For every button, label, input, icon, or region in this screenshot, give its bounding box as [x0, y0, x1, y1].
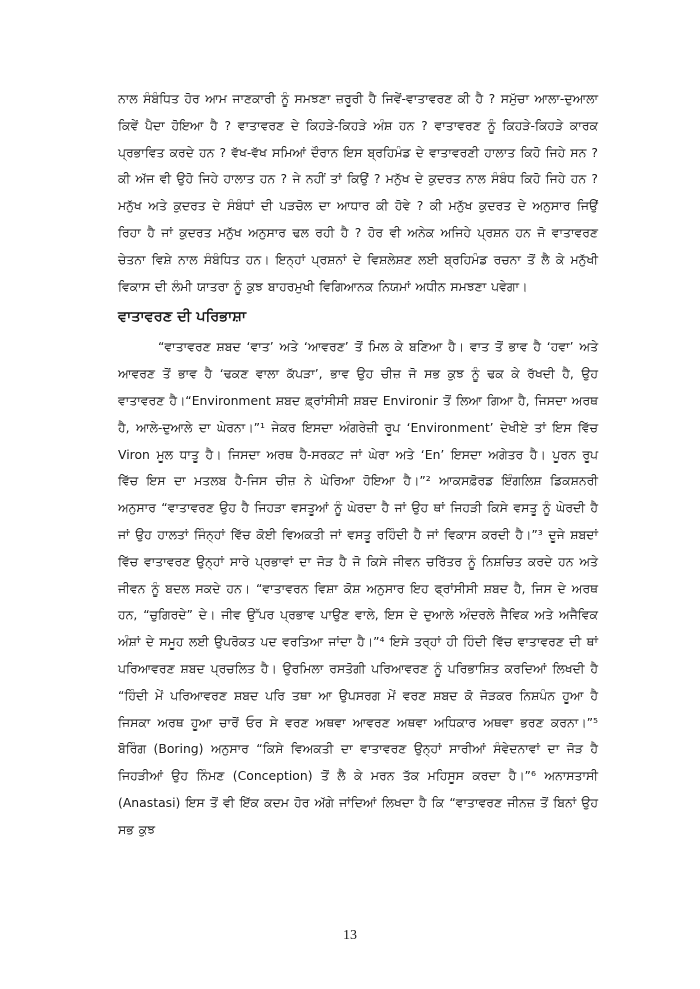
page-number: 13 [343, 928, 357, 943]
paragraph-intro: ਨਾਲ ਸੰਬੰਧਿਤ ਹੋਰ ਆਮ ਜਾਣਕਾਰੀ ਨੂੰ ਸਮਝਣਾ ਜ਼ਰੂਰੀ ਹੈ ਜਿਵੇਂ-ਵਾਤਾਵਰਣ ਕੀ ਹੈ ? ਸਮੁੱਚਾ ਆਲਾ-ਦੁਆਲਾ ਕਿਵੇਂ ਪੈਦਾ ਹੋਇਆ ਹੈ ? ਵਾਤਾਵਰਣ ਦੇ ਕਿਹੜੇ-ਕਿਹੜੇ ਅੰਸ਼ ਹਨ ? ਵਾਤਾਵਰਣ ਨੂੰ ਕਿਹੜੇ-ਕਿਹੜੇ ਕਾਰਕ ਪ੍ਰਭਾਵਿਤ ਕਰਦੇ ਹਨ ? ਵੱਖ-ਵੱਖ ਸਮਿਆਂ ਦੌਰਾਨ ਇਸ ਬ੍ਰਹਿਮੰਡ ਦੇ ਵਾਤਾਵਰਣੀ ਹਾਲਾਤ ਕਿਹੋ ਜਿਹੇ ਸਨ ? ਕੀ ਅੱਜ ਵੀ ਉਹੋ ਜਿਹੇ ਹਾਲਾਤ ਹਨ ? ਜੇ ਨਹੀਂ ਤਾਂ ਕਿਉਂ ? ਮਨੁੱਖ ਦੇ ਕੁਦਰਤ ਨਾਲ ਸੰਬੰਧ ਕਿਹੋ ਜਿਹੇ ਹਨ ? ਮਨੁੱਖ ਅਤੇ ਕੁਦਰਤ ਦੇ ਸੰਬੰਧਾਂ ਦੀ ਪੜਚੋਲ ਦਾ ਆਧਾਰ ਕੀ ਹੋਵੇ ? ਕੀ ਮਨੁੱਖ ਕੁਦਰਤ ਦੇ ਅਨੁਸਾਰ ਜਿਉਂ ਰਿਹਾ ਹੈ ਜਾਂ ਕੁਦਰਤ ਮਨੁੱਖ ਅਨੁਸਾਰ ਢਲ ਰਹੀ ਹੈ ? ਹੋਰ ਵੀ ਅਨੇਕ ਅਜਿਹੇ ਪ੍ਰਸ਼ਨ ਹਨ ਜੋ ਵਾਤਾਵਰਣ ਚੇਤਨਾ ਵਿਸ਼ੇ ਨਾਲ ਸੰਬੰਧਿਤ ਹਨ। ਇਨ੍ਹਾਂ ਪ੍ਰਸ਼ਨਾਂ ਦੇ ਵਿਸ਼ਲੇਸ਼ਣ ਲਈ ਬ੍ਰਹਿਮੰਡ ਰਚਨਾ ਤੋਂ ਲੈ ਕੇ ਮਨੁੱਖੀ ਵਿਕਾਸ ਦੀ ਲੰਮੀ ਯਾਤਰਾ ਨੂੰ ਕੁਝ ਬਾਹਰਮੁਖੀ ਵਿਗਿਆਨਕ ਨਿਯਮਾਂ ਅਧੀਨ ਸਮਝਣਾ ਪਵੇਗਾ। [118, 91, 598, 294]
paragraph-definition: “ਵਾਤਾਵਰਣ ਸ਼ਬਦ ‘ਵਾਤ’ ਅਤੇ ‘ਆਵਰਣ’ ਤੋਂ ਮਿਲ ਕੇ ਬਣਿਆ ਹੈ। ਵਾਤ ਤੋਂ ਭਾਵ ਹੈ ‘ਹਵਾ’ ਅਤੇ ਆਵਰਣ ਤੋਂ ਭਾਵ ਹੈ ‘ਢਕਣ ਵਾਲਾ ਕੱਪੜਾ’, ਭਾਵ ਉਹ ਚੀਜ਼ ਜੋ ਸਭ ਕੁਝ ਨੂੰ ਢਕ ਕੇ ਰੱਖਦੀ ਹੈ, ਉਹ ਵਾਤਾਵਰਣ ਹੈ।“Environment ਸ਼ਬਦ ਫ਼੍ਰਾਂਸੀਸੀ ਸ਼ਬਦ Environir ਤੋਂ ਲਿਆ ਗਿਆ ਹੈ, ਜਿਸਦਾ ਅਰਥ ਹੈ, ਆਲੇ-ਦੁਆਲੇ ਦਾ ਘੇਰਨਾ।”¹ ਜੇਕਰ ਇਸਦਾ ਅੰਗਰੇਜ਼ੀ ਰੂਪ ‘Environment’ ਦੇਖੀਏ ਤਾਂ ਇਸ ਵਿੱਚ Viron ਮੂਲ ਧਾਤੂ ਹੈ। ਜਿਸਦਾ ਅਰਥ ਹੈ-ਸਰਕਟ ਜਾਂ ਘੇਰਾ ਅਤੇ ‘En’ ਇਸਦਾ ਅਗੇਤਰ ਹੈ। ਪੂਰਨ ਰੂਪ ਵਿੱਚ ਇਸ ਦਾ ਮਤਲਬ ਹੈ-ਜਿਸ ਚੀਜ਼ ਨੇ ਘੇਰਿਆ ਹੋਇਆ ਹੈ।”² ਆਕਸਫ਼ੋਰਡ ਇੰਗਲਿਸ਼ ਡਿਕਸ਼ਨਰੀ ਅਨੁਸਾਰ “ਵਾਤਾਵਰਣ ਉਹ ਹੈ ਜਿਹੜਾ ਵਸਤੂਆਂ ਨੂੰ ਘੇਰਦਾ ਹੈ ਜਾਂ ਉਹ ਥਾਂ ਜਿਹੜੀ ਕਿਸੇ ਵਸਤੂ ਨੂੰ ਘੇਰਦੀ ਹੈ ਜਾਂ ਉਹ ਹਾਲਤਾਂ ਜਿੰਨ੍ਹਾਂ ਵਿੱਚ ਕੋਈ ਵਿਅਕਤੀ ਜਾਂ ਵਸਤੂ ਰਹਿੰਦੀ ਹੈ ਜਾਂ ਵਿਕਾਸ ਕਰਦੀ ਹੈ।”³ ਦੂਜੇ ਸ਼ਬਦਾਂ ਵਿੱਚ ਵਾਤਾਵਰਣ ਉਨ੍ਹਾਂ ਸਾਰੇ ਪ੍ਰਭਾਵਾਂ ਦਾ ਜੋੜ ਹੈ ਜੋ ਕਿਸੇ ਜੀਵਨ ਚਰਿੱਤਰ ਨੂੰ ਨਿਸ਼ਚਿਤ ਕਰਦੇ ਹਨ ਅਤੇ ਜੀਵਨ ਨੂੰ ਬਦਲ ਸਕਦੇ ਹਨ। “ਵਾਤਾਵਰਨ ਵਿਸ਼ਾ ਕੋਸ਼ ਅਨੁਸਾਰ ਇਹ ਫ੍ਰਾਂਸੀਸੀ ਸ਼ਬਦ ਹੈ, ਜਿਸ ਦੇ ਅਰਥ ਹਨ, “ਚੁਗਿਰਦੇ” ਦੇ। ਜੀਵ ਉੱਪਰ ਪ੍ਰਭਾਵ ਪਾਉਣ ਵਾਲੇ, ਇਸ ਦੇ ਦੁਆਲੇ ਅੰਦਰਲੇ ਜੈਵਿਕ ਅਤੇ ਅਜੈਵਿਕ ਅੰਸ਼ਾਂ ਦੇ ਸਮੂਹ ਲਈ ਉਪਰੋਕਤ ਪਦ ਵਰਤਿਆ ਜਾਂਦਾ ਹੈ।”⁴ ਇਸੇ ਤਰ੍ਹਾਂ ਹੀ ਹਿੰਦੀ ਵਿੱਚ ਵਾਤਾਵਰਣ ਦੀ ਥਾਂ ਪਰਿਆਵਰਣ ਸ਼ਬਦ ਪ੍ਰਚਲਿਤ ਹੈ। ਉਰਮਿਲਾ ਰਸਤੋਗੀ ਪਰਿਆਵਰਣ ਨੂੰ ਪਰਿਭਾਸ਼ਿਤ ਕਰਦਿਆਂ ਲਿਖਦੀ ਹੈ “ਹਿੰਦੀ ਮੇਂ ਪਰਿਆਵਰਣ ਸ਼ਬਦ ਪਰਿ ਤਥਾ ਆ ਉਪਸਰਗ ਮੇਂ ਵਰਣ ਸ਼ਬਦ ਕੋ ਜੋੜਕਰ ਨਿਸ਼ਪੰਨ ਹੂਆ ਹੈ ਜਿਸਕਾ ਅਰਥ ਹੂਆ ਚਾਰੋਂ ਓਰ ਸੇ ਵਰਣ ਅਥਵਾ ਆਵਰਣ ਅਥਵਾ ਅਧਿਕਾਰ ਅਥਵਾ ਭਰਣ ਕਰਨਾ।”⁵ ਬੋਰਿੰਗ (Boring) ਅਨੁਸਾਰ “ਕਿਸੇ ਵਿਅਕਤੀ ਦਾ ਵਾਤਾਵਰਣ ਉਨ੍ਹਾਂ ਸਾਰੀਆਂ ਸੰਵੇਦਨਾਵਾਂ ਦਾ ਜੋੜ ਹੈ ਜਿਹੜੀਆਂ ਉਹ ਨਿੰਮਣ (Conception) ਤੋਂ ਲੈ ਕੇ ਮਰਨ ਤੱਕ ਮਹਿਸੂਸ ਕਰਦਾ ਹੈ।”⁶ ਅਨਾਸਤਾਸੀ (Anastasi) ਇਸ ਤੋਂ ਵੀ ਇੱਕ ਕਦਮ ਹੋਰ ਅੱਗੇ ਜਾਂਦਿਆਂ ਲਿਖਦਾ ਹੈ ਕਿ “ਵਾਤਾਵਰਣ ਜੀਨਜ਼ ਤੋਂ ਬਿਨਾਂ ਉਹ ਸਭ ਕੁਝ [118, 339, 598, 837]
text-block [118, 86, 598, 844]
section-heading: ਵਾਤਾਵਰਣ ਦੀ ਪਰਿਭਾਸ਼ਾ [118, 309, 247, 326]
